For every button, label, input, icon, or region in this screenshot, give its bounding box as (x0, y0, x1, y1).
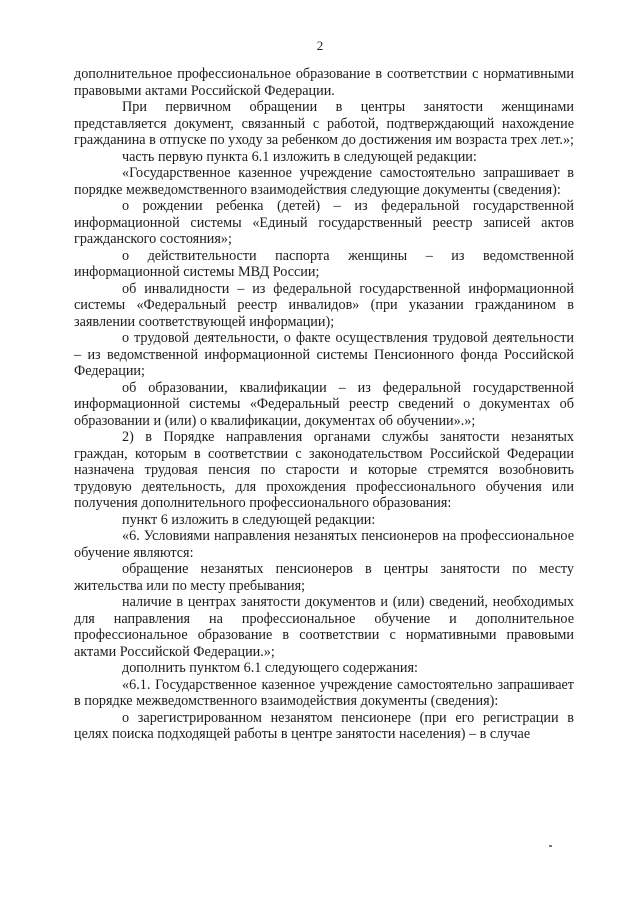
paragraph-11: пункт 6 изложить в следующей редакции: (122, 511, 376, 528)
paragraph-17: о зарегистрированном незанятом пенсионере (при его регистрации в целях поиска подходящей работы в центре занятости населения) – в случае (74, 709, 574, 742)
paragraph-13: обращение незанятых пенсионеров в центры занятости по месту жительства или по месту пребывания; (74, 561, 574, 594)
paragraph-8: о трудовой деятельности, о факте осуществления трудовой деятельности – из ведомственной информационной системы Пенсионного фонда Российской Федерации; (74, 330, 574, 379)
paragraph-10: 2) в Порядке направления органами службы занятости незанятых граждан, которым в соответствии с законодательством Российской Федерации назначена трудовая пенсия по старости и которые стремятся возобновить трудовую деятельность, для прохождения профессионального обучения или получения дополнительного профессионального образования: (74, 429, 574, 511)
paragraph-1: дополнительное профессиональное образование в соответствии с нормативными правовыми актами Российской Федерации. (74, 66, 574, 99)
paragraph-15: дополнить пунктом 6.1 следующего содержания: (122, 660, 418, 676)
paragraph-7: об инвалидности – из федеральной государственной информационной системы «Федеральный реестр инвалидов» (при указании гражданином в заявлении соответствующей информации); (74, 280, 574, 330)
paragraph-16: «6.1. Государственное казенное учреждение самостоятельно запрашивает в порядке межведомственного взаимодействия документы (сведения): (74, 676, 574, 709)
paragraph-4: «Государственное казенное учреждение самостоятельно запрашивает в порядке межведомственного взаимодействия следующие документы (сведения): (74, 165, 574, 198)
paragraph-6: о действительности паспорта женщины – из ведомственной информационной системы МВД России; (74, 247, 574, 280)
document-body (74, 66, 574, 743)
page-number: 2 (316, 38, 324, 53)
paragraph-3: часть первую пункта 6.1 изложить в следующей редакции: (122, 148, 477, 165)
paragraph-5: о рождении ребенка (детей) – из федеральной государственной информационной системы «Единый государственный реестр записей актов гражданского состояния»; (74, 198, 574, 247)
paragraph-2: При первичном обращении в центры занятости женщинами представляется документ, связанный с работой, подтверждающий нахождение гражданина в отпуске по уходу за ребенком до достижения им возраста трех лет.»; (74, 99, 574, 148)
paragraph-12: «6. Условиями направления незанятых пенсионеров на профессиональное обучение являются: (74, 528, 574, 561)
paragraph-14: наличие в центрах занятости документов и (или) сведений, необходимых для направления на профессиональное обучение и дополнительное профессиональное образование в соответствии с нормативными правовыми актами Российской Федерации.»; (74, 594, 574, 660)
scan-speck (549, 845, 552, 847)
paragraph-9: об образовании, квалификации – из федеральной государственной информационной системы «Федеральный реестр сведений о документах об образовании и (или) о квалификации, документах об обучении».»; (74, 379, 574, 429)
